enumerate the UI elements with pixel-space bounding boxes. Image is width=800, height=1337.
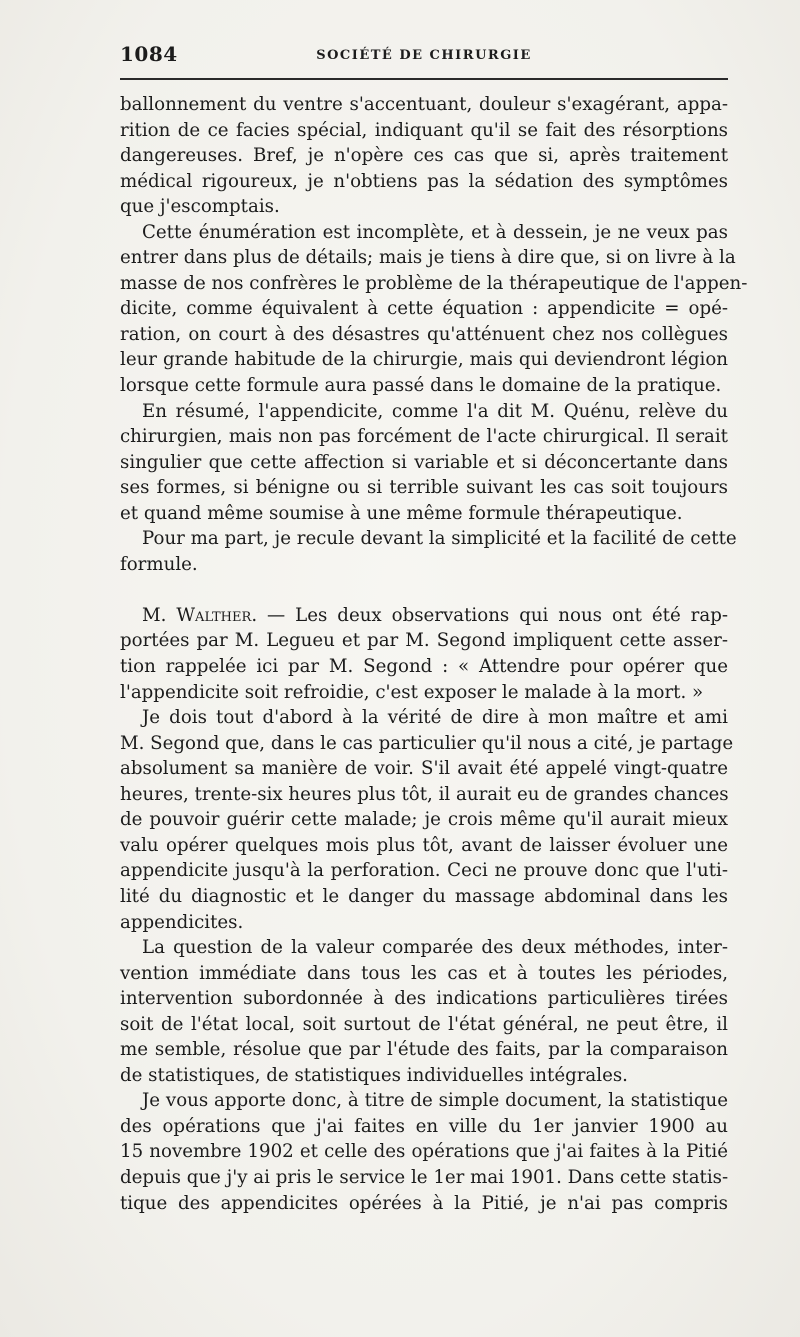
text-line: En résumé, l'appendicite, comme l'a dit M. Quénu, relève du <box>142 400 728 422</box>
text-line: que j'escomptais. <box>120 196 280 218</box>
speaker-prefix: M. <box>142 604 177 626</box>
text-line: de statistiques, de statistiques individuelles intégrales. <box>120 1064 628 1086</box>
text-line: soit de l'état local, soit surtout de l'état général, ne peut être, il <box>120 1013 728 1035</box>
text-line: lorsque cette formule aura passé dans le domaine de la pratique. <box>120 375 722 397</box>
text-line: me semble, résolue que par l'étude des faits, par la comparaison <box>120 1039 728 1061</box>
text-line: tique des appendicites opérées à la Pitié, je n'ai pas compris <box>120 1192 728 1214</box>
text-line: entrer dans plus de détails; mais je tiens à dire que, si on livre à la <box>120 247 736 269</box>
header-rule <box>120 78 728 80</box>
text-line: depuis que j'y ai pris le service le 1er mai 1901. Dans cette statis- <box>120 1166 729 1188</box>
speaker-text: . — Les deux observations qui nous ont été rap- <box>251 604 728 626</box>
text-line: vention immédiate dans tous les cas et à toutes les périodes, <box>120 962 728 984</box>
text-line: chirurgien, mais non pas forcément de l'acte chirurgical. Il serait <box>120 426 728 448</box>
text-line-speaker <box>120 603 728 629</box>
text-line: dangereuses. Bref, je n'opère ces cas que si, après traitement <box>120 145 728 167</box>
text-line: absolument sa manière de voir. S'il avait été appelé vingt-quatre <box>120 758 728 780</box>
speaker-name: Walther <box>176 604 252 626</box>
text-line: médical rigoureux, je n'obtiens pas la sédation des symptômes <box>120 170 728 192</box>
text-line: masse de nos confrères le problème de la thérapeutique de l'appen- <box>120 272 748 294</box>
text-line: ballonnement du ventre s'accentuant, douleur s'exagérant, appa- <box>120 94 728 115</box>
text-line: et quand même soumise à une même formule thérapeutique. <box>120 502 683 524</box>
text-line: valu opérer quelques mois plus tôt, avant de laisser évoluer une <box>120 834 728 856</box>
text-line: dicite, comme équivalent à cette équation : appendicite = opé- <box>120 298 728 320</box>
text-line: leur grande habitude de la chirurgie, mais qui deviendront légion <box>120 349 728 371</box>
text-line: appendicite jusqu'à la perforation. Ceci ne prouve donc que l'uti- <box>120 860 728 882</box>
text-line: heures, trente-six heures plus tôt, il aurait eu de grandes chances <box>120 783 729 805</box>
text-line: l'appendicite soit refroidie, c'est exposer le malade à la mort. » <box>120 681 704 703</box>
paragraph-gap <box>120 577 728 603</box>
text-line: M. Segond que, dans le cas particulier qu'il nous a cité, je partage <box>120 732 734 754</box>
text-line: La question de la valeur comparée des deux méthodes, inter- <box>142 937 728 959</box>
text-line: Pour ma part, je recule devant la simplicité et la facilité de cette <box>142 528 737 550</box>
page-header <box>120 40 728 70</box>
text-line: de pouvoir guérir cette malade; je crois même qu'il aurait mieux <box>120 809 728 831</box>
page-number: 1084 <box>120 42 178 66</box>
text-line: tion rappelée ici par M. Segond : « Attendre pour opérer que <box>120 656 728 678</box>
body-text <box>120 92 748 1216</box>
text-line: portées par M. Legueu et par M. Segond impliquent cette asser- <box>120 630 728 652</box>
text-line: lité du diagnostic et le danger du massage abdominal dans les <box>120 885 728 907</box>
text-line: ses formes, si bénigne ou si terrible suivant les cas soit toujours <box>120 477 728 499</box>
text-line: singulier que cette affection si variable et si déconcertante dans <box>120 451 728 473</box>
running-head: SOCIÉTÉ DE CHIRURGIE <box>316 48 532 63</box>
text-line: appendicites. <box>120 911 244 933</box>
text-line: 15 novembre 1902 et celle des opérations que j'ai faites à la Pitié <box>120 1141 728 1163</box>
text-line: ration, on court à des désastres qu'atténuent chez nos collègues <box>120 323 728 345</box>
text-line: Cette énumération est incomplète, et à dessein, je ne veux pas <box>142 221 728 243</box>
text-line: formule. <box>120 553 198 575</box>
text-line: rition de ce facies spécial, indiquant qu'il se fait des résorptions <box>120 119 728 141</box>
text-line: Je dois tout d'abord à la vérité de dire à mon maître et ami <box>142 707 728 729</box>
text-line: intervention subordonnée à des indications particulières tirées <box>120 988 728 1010</box>
text-line: Je vous apporte donc, à titre de simple document, la statistique <box>142 1090 728 1112</box>
text-line: des opérations que j'ai faites en ville du 1er janvier 1900 au <box>120 1115 728 1137</box>
